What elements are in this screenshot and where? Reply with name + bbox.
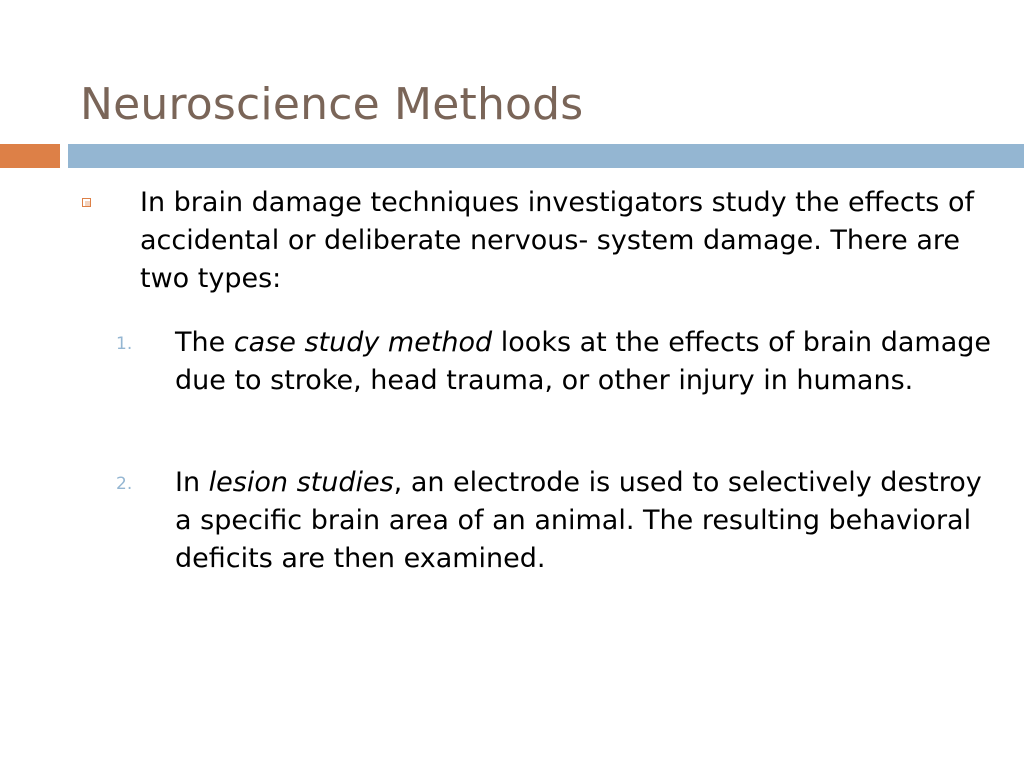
accent-bar-blue [68, 144, 1024, 168]
item-text-before: In [175, 467, 209, 498]
item-text-before: The [175, 327, 234, 358]
accent-bar-orange [0, 144, 60, 168]
item-number: 1. [116, 334, 133, 354]
item-text-emphasis: lesion studies [208, 467, 394, 498]
item-text [175, 324, 995, 400]
item-text-after: , an electrode is used to selectively destroy a specific brain area of an animal. The resulting behavioral deficits are then examined. [175, 467, 982, 574]
item-text-after: looks at the effects of brain damage due to stroke, head trauma, or other injury in humans. [175, 327, 991, 396]
bullet-text: In brain damage techniques investigators study the effects of accidental or deliberate nervous- system damage. There are two types: [140, 187, 974, 294]
slide-title: Neuroscience Methods [80, 79, 584, 131]
square-bullet-icon [82, 198, 91, 207]
item-number: 2. [116, 474, 133, 494]
item-text-emphasis: case study method [233, 327, 493, 358]
item-text [175, 464, 995, 578]
